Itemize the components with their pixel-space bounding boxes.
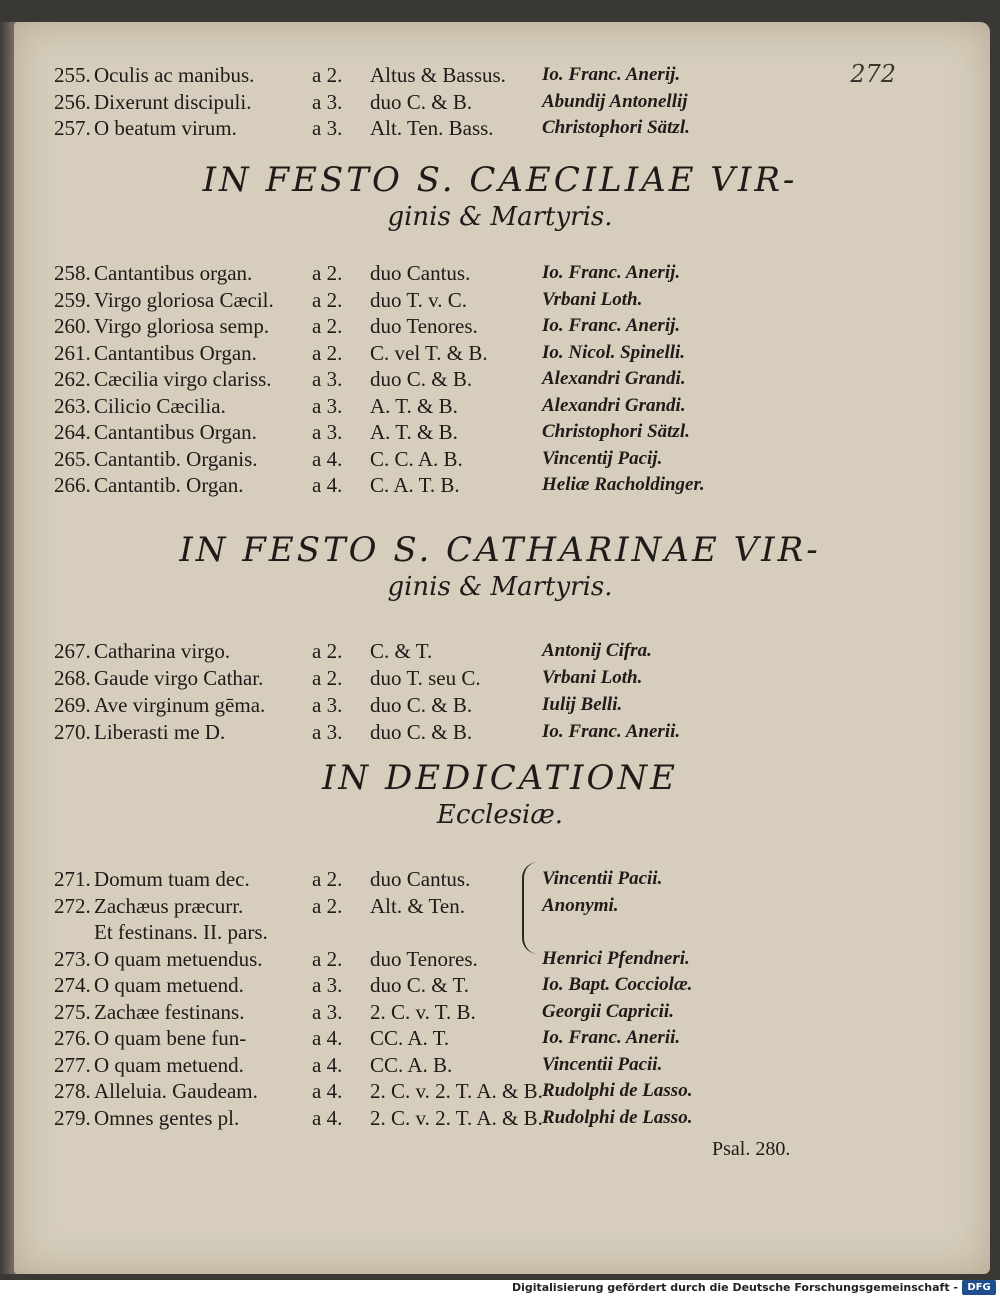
entry-title: Dixerunt discipuli. [94,89,252,114]
entry-composer: Io. Bapt. Cocciolæ. [542,974,693,995]
entry-title: Cilicio Cæcilia. [94,393,226,418]
catalog-entry [54,113,774,143]
catalog-entry [54,338,774,368]
entry-title: O quam metuend. [94,1052,244,1077]
entry-number: 267. [54,639,91,663]
entry-composer: Io. Nicol. Spinelli. [542,341,686,363]
entry-parts: CC. A. B. [370,1052,453,1077]
entry-number: 262. [54,367,91,391]
entry-voices: a 2. [312,63,343,87]
entry-voices: a 4. [312,1079,343,1103]
entry-title: Virgo gloriosa Cæcil. [94,287,274,312]
entry-voices: a 3. [312,420,343,444]
entry-number: 270. [54,720,91,744]
entry-title: O quam metuend. [94,973,244,997]
entry-composer: Rudolphi de Lasso. [542,1106,693,1128]
entry-composer: Henrici Pfendneri. [542,947,690,969]
entry-title: Ave virginum gēma. [94,693,266,717]
section-subheading: ginis & Martyris. [387,572,613,602]
entry-title: Zachæe festinans. [94,999,245,1024]
entry-composer: Io. Franc. Anerij. [542,262,681,283]
entry-composer: Abundij Antonellij [542,90,688,112]
entry-voices: a 3. [312,999,343,1024]
entry-composer: Io. Franc. Anerij. [542,64,681,85]
entry-voices: a 2. [312,261,343,285]
entry-voices: a 2. [312,639,343,663]
entry-composer: Vincentii Pacii. [542,1053,663,1075]
catalog-entry [54,944,774,974]
entry-parts: duo C. & B. [370,367,473,391]
entry-voices: a 2. [312,314,343,338]
catalog-entry [54,997,774,1027]
entry-composer: Anonymi. [542,894,619,916]
entry-number: 257. [54,116,91,140]
entry-voices: a 4. [312,1052,343,1077]
entry-title: Cantantib. Organis. [94,446,258,471]
entry-parts: duo C. & T. [370,973,469,997]
attribution-bracket [522,862,538,954]
catalog-entry [54,60,774,90]
entry-parts: Alt. Ten. Bass. [370,116,494,140]
entry-number: 275. [54,999,91,1024]
entry-parts: duo Tenores. [370,946,478,971]
catalog-entry [54,690,774,720]
catalog-entry [54,470,774,500]
entry-parts: duo T. seu C. [370,666,481,690]
catalog-entry [54,891,774,921]
entry-title: O quam metuendus. [94,946,263,971]
entry-composer: Iulij Belli. [542,694,623,715]
entry-voices: a 2. [312,666,343,690]
entry-parts: duo Tenores. [370,314,478,338]
entry-voices: a 3. [312,116,343,140]
entry-number: 269. [54,693,91,717]
footer-credit: Digitalisierung gefördert durch die Deutsche Forschungsgemeinschaft - [511,1281,958,1294]
entry-title: Domum tuam dec. [94,867,250,891]
entry-voices: a 2. [312,867,343,891]
entry-number: 260. [54,314,91,338]
catalog-entry [54,1023,774,1053]
entry-composer: Heliæ Racholdinger. [542,474,705,495]
entry-parts: C. C. A. B. [370,446,463,471]
entry-voices: a 4. [312,446,343,471]
entry-parts: 2. C. v. T. B. [370,999,476,1024]
entry-title: Omnes gentes pl. [94,1105,240,1130]
entry-number: 273. [54,946,91,971]
section-heading: IN FESTO S. CAECILIAE VIR- [202,160,798,200]
entry-parts: C. A. T. B. [370,473,460,497]
entry-number: 272. [54,893,91,918]
entry-title: Cantantibus Organ. [94,420,257,444]
entry-voices: a 3. [312,393,343,418]
entry-composer: Georgii Capricii. [542,1000,674,1022]
entry-number: 278. [54,1079,91,1103]
entry-number: 274. [54,973,91,997]
entry-number: 276. [54,1026,91,1050]
entry-parts: A. T. & B. [370,420,458,444]
catalog-entry [54,1103,774,1133]
entry-composer: Io. Franc. Anerij. [542,315,681,336]
catalog-entry [54,391,774,421]
entry-title: Liberasti me D. [94,720,226,744]
entry-composer: Vincentii Pacii. [542,868,663,889]
entry-voices: a 4. [312,473,343,497]
entry-voices: a 3. [312,720,343,744]
entry-voices: a 2. [312,287,343,312]
catalog-entry [54,87,774,117]
entry-number: 279. [54,1105,91,1130]
entry-parts: Alt. & Ten. [370,893,465,918]
section-subheading: ginis & Martyris. [387,202,613,232]
entry-number: 256. [54,89,91,114]
entry-composer: Vrbani Loth. [542,288,643,310]
entry-composer: Io. Franc. Anerii. [542,721,681,742]
entry-title: Alleluia. Gaudeam. [94,1079,258,1103]
dfg-logo: DFG [962,1280,996,1295]
catchword: Psal. 280. [712,1138,791,1160]
section-subheading: Ecclesiæ. [436,800,564,830]
entry-title: Oculis ac manibus. [94,63,255,87]
entry-number: 259. [54,287,91,312]
catalog-entry [54,864,774,894]
catalog-entry [54,444,774,474]
entry-parts: Altus & Bassus. [370,63,506,87]
entry-parts: duo C. & B. [370,720,473,744]
entry-number: 258. [54,261,91,285]
catalog-entry [54,311,774,341]
entry-title: Et festinans. II. pars. [94,920,268,944]
entry-composer: Antonij Cifra. [542,640,652,661]
entry-voices: a 2. [312,946,343,971]
entry-voices: a 3. [312,693,343,717]
catalog-entry [54,717,774,747]
entry-parts: duo Cantus. [370,867,471,891]
entry-voices: a 3. [312,89,343,114]
entry-composer: Rudolphi de Lasso. [542,1080,693,1101]
entry-voices: a 2. [312,893,343,918]
entry-voices: a 3. [312,367,343,391]
entry-parts: 2. C. v. 2. T. A. & B. [370,1079,543,1103]
entry-title: Cæcilia virgo clariss. [94,367,272,391]
catalog-entry [54,417,774,447]
entry-parts: 2. C. v. 2. T. A. & B. [370,1105,543,1130]
catalog-entry [54,285,774,315]
entry-voices: a 3. [312,973,343,997]
entry-composer: Christophori Sätzl. [542,421,690,442]
page-number: 272 [850,60,896,88]
entry-parts: C. vel T. & B. [370,340,488,365]
entry-parts: duo C. & B. [370,693,473,717]
catalog-entry [54,258,774,288]
entry-composer: Christophori Sätzl. [542,117,690,138]
entry-number: 268. [54,666,91,690]
entry-title: Cantantibus Organ. [94,340,257,365]
entry-title: Virgo gloriosa semp. [94,314,270,338]
entry-number: 277. [54,1052,91,1077]
catalog-entry [54,636,774,666]
entry-title: Zachæus præcurr. [94,893,244,918]
entry-composer: Alexandri Grandi. [542,368,686,389]
entry-number: 255. [54,63,91,87]
catalog-entry [54,917,774,947]
entry-parts: duo C. & B. [370,89,473,114]
entry-parts: A. T. & B. [370,393,458,418]
entry-number: 261. [54,340,91,365]
section-heading: IN DEDICATIONE [321,758,679,798]
entry-title: Cantantib. Organ. [94,473,244,497]
entry-composer: Io. Franc. Anerii. [542,1027,681,1048]
entry-title: O beatum virum. [94,116,237,140]
section-heading: IN FESTO S. CATHARINAE VIR- [179,530,821,570]
entry-number: 266. [54,473,91,497]
entry-parts: duo T. v. C. [370,287,468,312]
catalog-entry [54,1076,774,1106]
entry-title: Cantantibus organ. [94,261,253,285]
entry-voices: a 2. [312,340,343,365]
entry-composer: Vincentij Pacij. [542,447,663,469]
catalog-entry [54,364,774,394]
entry-number: 271. [54,867,91,891]
entry-number: 263. [54,393,91,418]
catalog-entry [54,1050,774,1080]
entry-parts: CC. A. T. [370,1026,450,1050]
entry-composer: Alexandri Grandi. [542,394,686,416]
entry-title: Catharina virgo. [94,639,231,663]
entry-title: Gaude virgo Cathar. [94,666,264,690]
entry-parts: C. & T. [370,639,433,663]
catalog-entry [54,970,774,1000]
entry-number: 264. [54,420,91,444]
entry-parts: duo Cantus. [370,261,471,285]
entry-title: O quam bene fun- [94,1026,247,1050]
entry-voices: a 4. [312,1026,343,1050]
entry-number: 265. [54,446,91,471]
entry-composer: Vrbani Loth. [542,667,643,688]
catalog-entry [54,663,774,693]
entry-voices: a 4. [312,1105,343,1130]
